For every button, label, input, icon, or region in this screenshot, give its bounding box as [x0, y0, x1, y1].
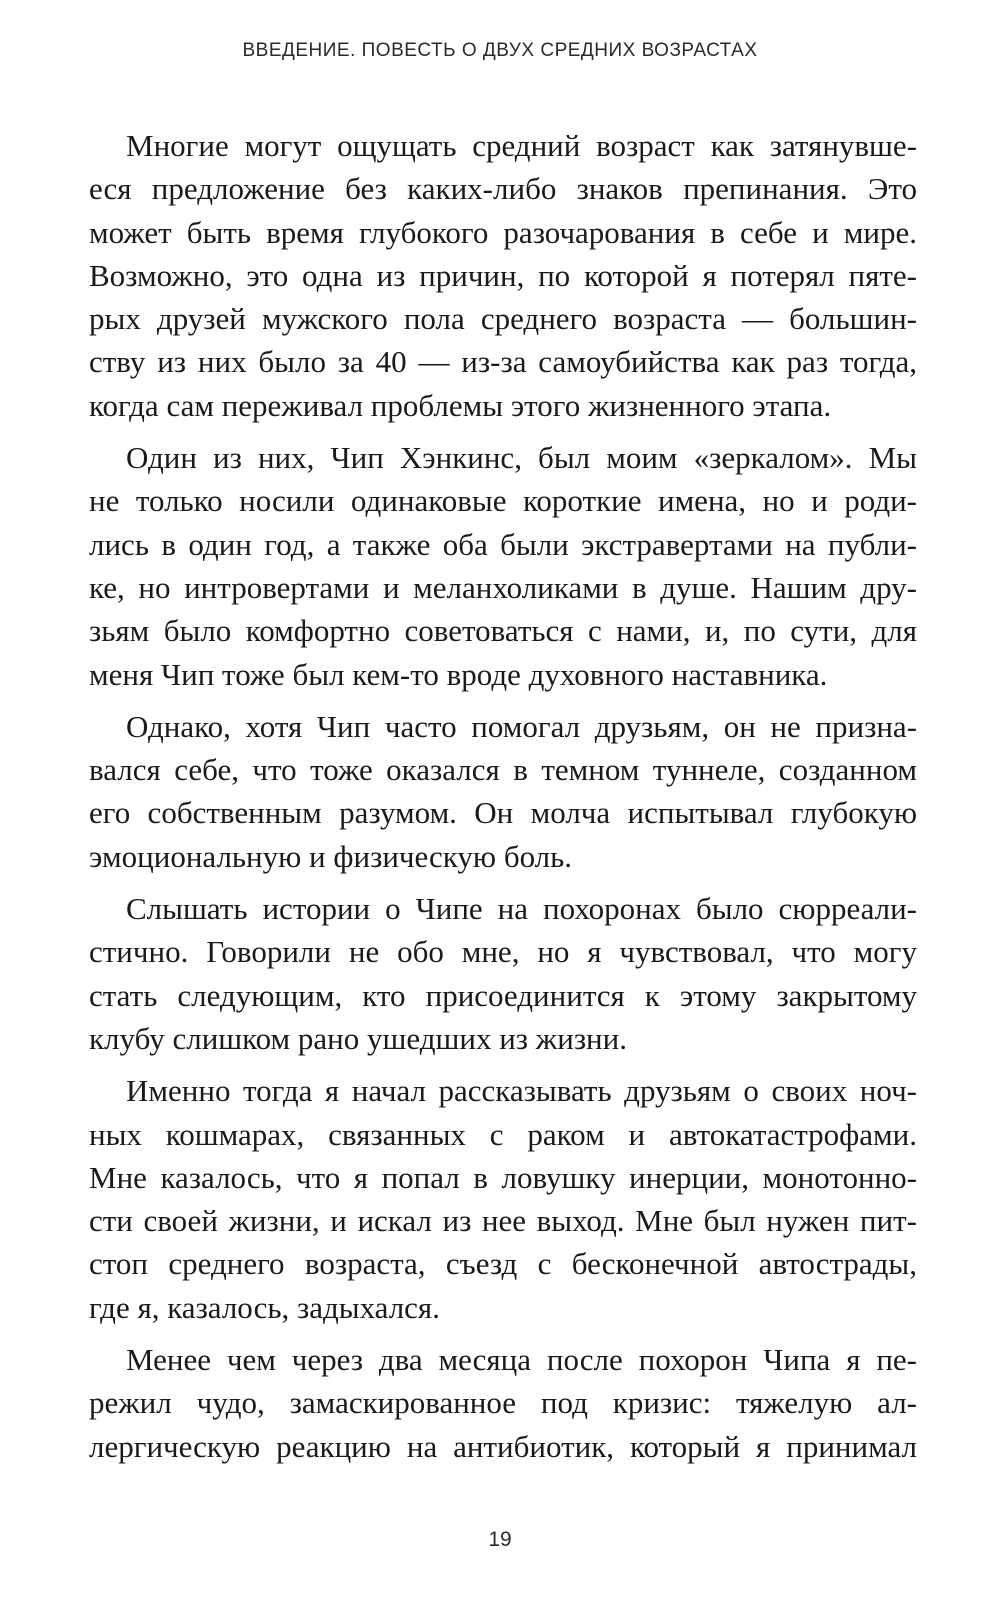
- body-text: [89, 124, 917, 1468]
- paragraph: [89, 1338, 917, 1468]
- text-line: его собственным разумом. Он молча испытывал глубокую: [89, 795, 917, 831]
- page-number: 19: [488, 1528, 512, 1551]
- text-line: не только носили одинаковые короткие имена, но и роди-: [89, 483, 917, 519]
- text-line: ству из них было за 40 — из-за самоубийства как раз тогда,: [89, 344, 917, 380]
- text-line: меня Чип тоже был кем-то вроде духовного наставника.: [89, 656, 828, 692]
- text-line: Многие могут ощущать средний возраст как затянувше-: [126, 128, 917, 163]
- paragraph: [89, 1069, 917, 1329]
- text-line: Однако, хотя Чип часто помогал друзьям, он не призна-: [126, 708, 917, 744]
- text-line: Возможно, это одна из причин, по которой я потерял пяте-: [89, 257, 917, 293]
- text-line: режил чудо, замаскированное под кризис: тяжелую ал-: [89, 1385, 917, 1421]
- text-line: клубу слишком рано ушедших из жизни.: [89, 1020, 627, 1056]
- text-line: Мне казалось, что я попал в ловушку инерции, монотонно-: [89, 1159, 917, 1195]
- paragraph: [89, 436, 917, 696]
- paragraph: [89, 124, 917, 427]
- paragraph: [89, 887, 917, 1060]
- text-line: Именно тогда я начал рассказывать друзьям о своих ноч-: [126, 1073, 917, 1109]
- text-line: сти своей жизни, и искал из нее выход. Мне был нужен пит-: [89, 1203, 917, 1239]
- text-line: может быть время глубокого разочарования в себе и мире.: [89, 214, 917, 250]
- text-line: рых друзей мужского пола среднего возраста — большин-: [89, 301, 917, 337]
- text-line: Слышать истории о Чипе на похоронах было сюрреали-: [126, 891, 917, 927]
- text-line: зьям было комфортно советоваться с нами, и, по сути, для: [89, 613, 917, 649]
- paragraph: [89, 705, 917, 878]
- text-line: ке, но интровертами и меланхоликами в душе. Нашим дру-: [89, 569, 917, 605]
- text-line: ных кошмарах, связанных с раком и автокатастрофами.: [89, 1116, 917, 1152]
- text-line: еся предложение без каких-либо знаков препинания. Это: [89, 171, 917, 207]
- text-line: когда сам переживал проблемы этого жизненного этапа.: [89, 387, 832, 423]
- text-line: стично. Говорили не обо мне, но я чувствовал, что могу: [89, 934, 917, 970]
- text-line: эмоциональную и физическую боль.: [89, 838, 573, 874]
- text-line: лись в один год, а также оба были экстравертами на публи-: [89, 526, 917, 562]
- text-line: лергическую реакцию на антибиотик, который я принимал: [89, 1428, 917, 1464]
- text-line: где я, казалось, задыхался.: [89, 1289, 440, 1325]
- text-line: Один из них, Чип Хэнкинс, был моим «зеркалом». Мы: [126, 440, 917, 476]
- text-line: стать следующим, кто присоединится к этому закрытому: [89, 977, 917, 1013]
- text-line: вался себе, что тоже оказался в темном туннеле, созданном: [89, 752, 917, 788]
- text-line: стоп среднего возраста, съезд с бесконечной автострады,: [89, 1246, 917, 1282]
- running-header: ВВЕДЕНИЕ. ПОВЕСТЬ О ДВУХ СРЕДНИХ ВОЗРАСТАХ: [242, 40, 758, 61]
- text-line: Менее чем через два месяца после похорон Чипа я пе-: [126, 1342, 917, 1378]
